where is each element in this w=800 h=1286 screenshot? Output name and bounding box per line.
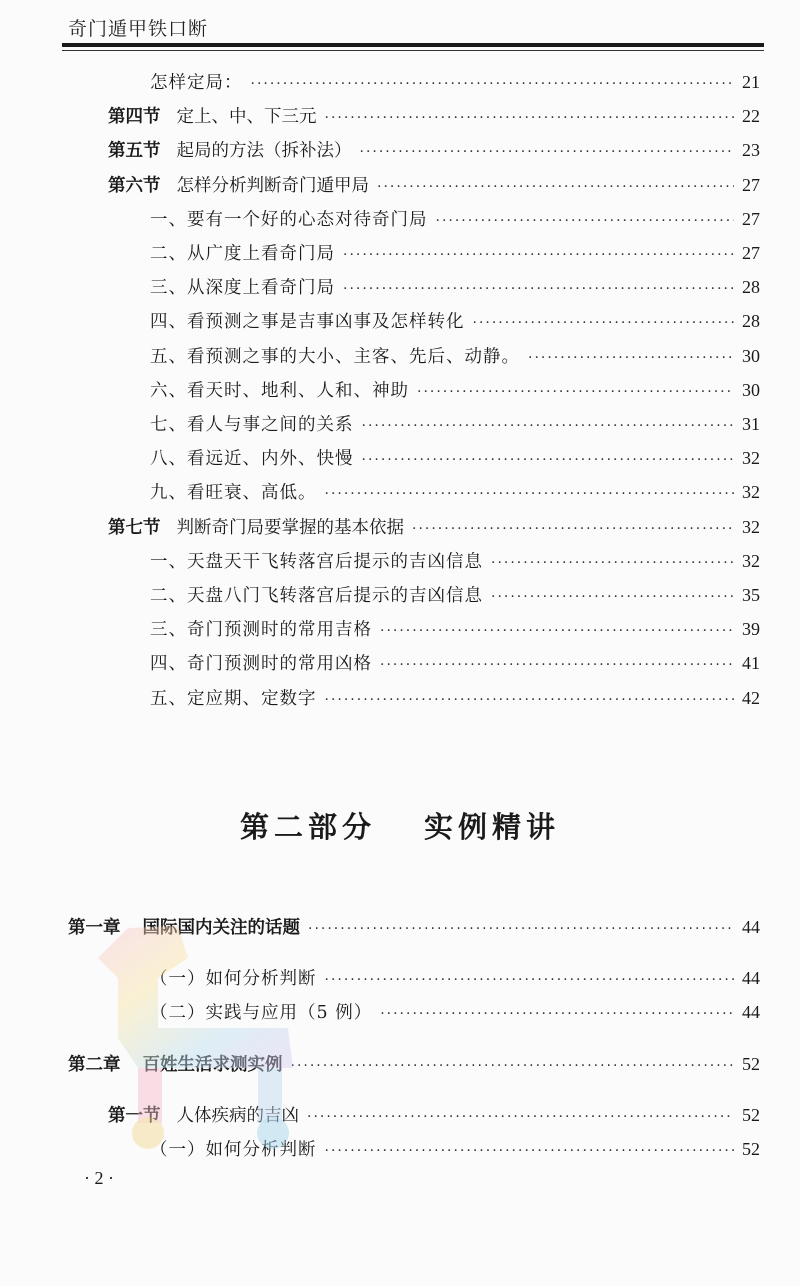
toc-entry-page: 41 xyxy=(742,653,760,674)
toc-entry-title: 判断奇门局要掌握的基本依据 xyxy=(176,517,404,538)
dot-leader xyxy=(412,514,734,544)
toc-entry-number: 第七节 xyxy=(108,517,161,538)
toc-entry-page: 27 xyxy=(742,174,760,195)
dot-leader xyxy=(491,548,734,578)
toc-entry-number: 第六节 xyxy=(108,175,161,196)
toc-entry xyxy=(0,580,800,610)
header-rule-thick xyxy=(62,43,764,47)
toc-entry xyxy=(0,238,800,268)
dot-leader xyxy=(473,308,735,338)
toc-entry-page: 27 xyxy=(742,208,760,229)
part-label: 第二部分 xyxy=(239,810,376,844)
toc-entry-page: 42 xyxy=(742,687,760,708)
dot-leader xyxy=(362,411,735,441)
toc-entry-page: 44 xyxy=(742,1002,760,1022)
toc-entry-page: 23 xyxy=(742,140,760,161)
toc-entry-page: 22 xyxy=(742,106,760,127)
dot-leader xyxy=(417,377,734,407)
toc-entry-page: 44 xyxy=(742,917,760,937)
dot-leader xyxy=(325,479,735,509)
part-heading xyxy=(0,805,800,846)
toc-entry xyxy=(0,306,800,336)
toc-entry-title: 二、从广度上看奇门局 xyxy=(150,244,335,264)
toc-entry-page: 31 xyxy=(742,414,760,434)
toc-entry-title: 人体疾病的吉凶 xyxy=(176,1106,299,1126)
toc-entry-number: 第四节 xyxy=(108,107,161,128)
toc-entry xyxy=(0,101,800,131)
toc-entry-page: 27 xyxy=(742,243,760,263)
toc-entry-title: 三、从深度上看奇门局 xyxy=(150,278,335,299)
dot-leader xyxy=(251,69,735,99)
dot-leader xyxy=(325,103,735,133)
toc-entry xyxy=(0,443,800,473)
toc-entry-page: 32 xyxy=(742,448,760,469)
toc-entry-title: 二、天盘八门飞转落宫后提示的吉凶信息 xyxy=(150,586,483,606)
toc-entry xyxy=(0,512,800,542)
toc-entry xyxy=(0,648,800,678)
toc-entry-title: 百姓生活求测实例 xyxy=(142,1055,283,1075)
toc-entry xyxy=(0,546,800,576)
toc-entry-title: 六、看天时、地利、人和、神助 xyxy=(150,380,409,401)
toc-entry xyxy=(0,170,800,200)
trojan-horse-watermark-icon xyxy=(58,918,348,1170)
toc-entry-page: 32 xyxy=(742,482,760,503)
toc-entry-number: 第二章 xyxy=(68,1055,121,1075)
dot-leader xyxy=(436,206,735,236)
toc-entry-title: （一）如何分析判断 xyxy=(150,1140,317,1160)
toc-entry-title: 起局的方法（拆补法） xyxy=(176,141,352,162)
toc-entry-title: 五、定应期、定数字 xyxy=(150,688,317,709)
toc-entry-page: 21 xyxy=(742,72,760,92)
dot-leader xyxy=(291,1051,735,1081)
toc-entry-title: 怎样定局： xyxy=(150,73,243,93)
toc-entry xyxy=(0,912,800,942)
dot-leader xyxy=(307,1102,734,1132)
toc-entry-page: 35 xyxy=(742,585,760,605)
toc-entry xyxy=(0,204,800,234)
dot-leader xyxy=(491,582,734,612)
toc-entry xyxy=(0,1134,800,1164)
toc-entry-page: 52 xyxy=(742,1105,760,1125)
dot-leader xyxy=(380,616,734,646)
toc-entry-title: 国际国内关注的话题 xyxy=(142,918,300,938)
toc-entry-page: 39 xyxy=(742,619,760,640)
dot-leader xyxy=(380,999,734,1029)
running-header: 奇门遁甲铁口断 xyxy=(68,18,209,40)
toc-entry-page: 28 xyxy=(742,277,760,298)
dot-leader xyxy=(308,914,734,944)
toc-entry-page: 32 xyxy=(742,516,760,537)
dot-leader xyxy=(325,965,735,995)
toc-entry xyxy=(0,375,800,405)
toc-entry-title: （一）如何分析判断 xyxy=(150,969,317,989)
toc-entry xyxy=(0,683,800,713)
toc-entry-page: 30 xyxy=(742,345,760,366)
toc-entry-title: 八、看远近、内外、快慢 xyxy=(150,449,354,470)
toc-entry-title: 一、要有一个好的心态对待奇门局 xyxy=(150,209,428,230)
toc-entry-title: 怎样分析判断奇门遁甲局 xyxy=(176,175,369,196)
toc-entry-page: 52 xyxy=(742,1054,760,1074)
dot-leader xyxy=(343,240,734,270)
toc-entry-page: 32 xyxy=(742,550,760,571)
dot-leader xyxy=(325,1136,735,1166)
toc-entry xyxy=(0,409,800,439)
toc-entry xyxy=(0,1049,800,1079)
toc-entry xyxy=(0,997,800,1027)
toc-entry xyxy=(0,963,800,993)
dot-leader xyxy=(325,685,735,715)
part-title: 实例精讲 xyxy=(424,810,561,844)
toc-entry xyxy=(0,341,800,371)
toc-entry-number: 第一章 xyxy=(68,918,121,938)
toc-entry-title: 四、看预测之事是吉事凶事及怎样转化 xyxy=(150,312,465,333)
toc-entry-title: 三、奇门预测时的常用吉格 xyxy=(150,620,372,641)
toc-entry-title: （二）实践与应用（5 例） xyxy=(150,1003,373,1023)
toc-entry-page: 28 xyxy=(742,311,760,332)
toc-entry-page: 30 xyxy=(742,379,760,400)
dot-leader xyxy=(343,274,734,304)
toc-entry-number: 第五节 xyxy=(108,141,161,162)
header-rule-thin xyxy=(62,50,764,51)
toc-entry xyxy=(0,272,800,302)
dot-leader xyxy=(380,650,734,680)
toc-entry xyxy=(0,135,800,165)
toc-entry-title: 七、看人与事之间的关系 xyxy=(150,415,354,435)
dot-leader xyxy=(528,343,734,373)
toc-entry-title: 五、看预测之事的大小、主客、先后、动静。 xyxy=(150,346,520,367)
toc-entry-number: 第一节 xyxy=(108,1106,161,1126)
toc-entry-title: 定上、中、下三元 xyxy=(176,107,317,128)
toc-entry-title: 九、看旺衰、高低。 xyxy=(150,483,317,504)
toc-entry xyxy=(0,614,800,644)
toc-entry-page: 44 xyxy=(742,968,760,988)
dot-leader xyxy=(360,137,735,167)
dot-leader xyxy=(362,445,735,475)
toc-entry-title: 一、天盘天干飞转落宫后提示的吉凶信息 xyxy=(150,551,483,572)
toc-entry xyxy=(0,67,800,97)
toc-entry-title: 四、奇门预测时的常用凶格 xyxy=(150,654,372,675)
dot-leader xyxy=(377,172,734,202)
toc-entry-page: 52 xyxy=(742,1139,760,1159)
page-number: · 2 · xyxy=(84,1168,114,1188)
toc-entry xyxy=(0,1100,800,1130)
toc-entry xyxy=(0,477,800,507)
